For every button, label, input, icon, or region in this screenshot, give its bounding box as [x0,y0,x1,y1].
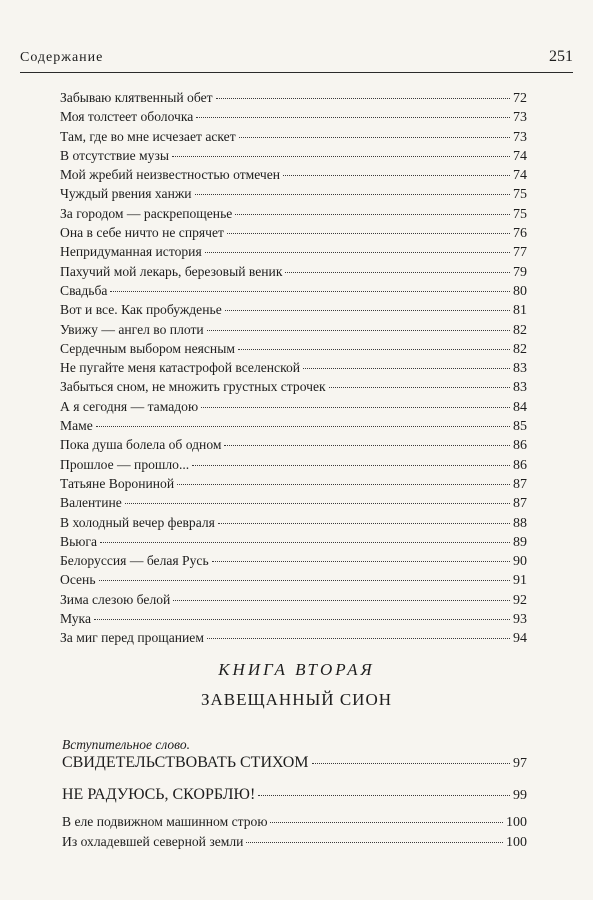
toc-entry-page: 77 [513,245,527,261]
toc-entry-title: Она в себе ничто не спрячет [60,225,224,241]
dot-leader [207,638,510,639]
toc-entry-page: 75 [513,187,527,203]
toc-entry [60,109,527,128]
table-of-contents [60,90,527,650]
toc-entry-title: Татьяне Ворониной [60,475,175,491]
toc-entry-title: Маме [60,418,93,434]
dot-leader [285,272,510,273]
toc-entry [60,90,527,109]
toc-entry [60,322,527,341]
toc-entry-page: 72 [513,91,527,106]
section-heading-entry [62,786,527,804]
dot-leader [205,252,510,253]
dot-leader [312,763,510,764]
toc-entry-title: Зима слезою белой [60,591,171,607]
toc-entry-title: Осень [60,572,96,588]
toc-entry [60,341,527,360]
toc-entry-page: 83 [513,380,527,396]
dot-leader [94,619,510,620]
toc-entry-page: 85 [513,419,527,435]
toc-entry [60,399,527,418]
toc-entry-title: Забыться сном, не множить грустных строчек [60,379,326,395]
toc-entry [60,572,527,591]
toc-entry-page: 75 [513,206,527,222]
section-heading-entry [62,754,527,772]
toc-entry [60,129,527,148]
toc-entry [62,834,527,854]
toc-entry-page: 89 [513,534,527,550]
toc-entry [60,476,527,495]
toc-entry-title: В холодный вечер февраля [60,514,215,530]
toc-entry-page: 90 [513,554,527,570]
dot-leader [235,214,510,215]
toc-entry-page: 80 [513,283,527,299]
book-subtitle: ЗАВЕЩАННЫЙ СИОН [200,690,393,709]
dot-leader [224,445,510,446]
dot-leader [212,561,510,562]
dot-leader [99,580,510,581]
toc-entry-page: 79 [513,264,527,280]
toc-entry [60,592,527,611]
toc-entry-title: Не пугайте меня катастрофой вселенской [60,360,301,376]
toc-entry-page: 74 [513,168,527,184]
toc-entry [60,264,527,283]
toc-entry [60,495,527,514]
toc-entry-page: 87 [513,476,527,492]
toc-entry-title: В отсутствие музы [60,147,169,163]
toc-entry [60,437,527,456]
toc-entry [60,553,527,572]
toc-entry [60,630,527,649]
toc-entry-title: Прошлое — прошло... [60,456,190,472]
toc-entry-page: 83 [513,361,527,377]
toc-entry-page: 88 [513,515,527,531]
toc-entry-title: Свадьба [60,282,108,298]
dot-leader [239,137,510,138]
toc-entry-page: 86 [513,457,527,473]
dot-leader [173,600,510,601]
dot-leader [96,426,510,427]
dot-leader [201,407,510,408]
toc-entry-page: 73 [513,129,527,145]
toc-entry-page: 84 [513,399,527,415]
toc-entry-page: 87 [513,496,527,512]
toc-entry-title: Моя толстеет оболочка [60,109,194,125]
toc-entry-page: 73 [513,110,527,126]
toc-entry [60,283,527,302]
dot-leader [246,842,503,843]
toc-entry-page: 94 [513,631,527,647]
toc-entry-title: Из охладевшей северной земли [62,834,244,849]
toc-entry [60,244,527,263]
toc-entry-page: 81 [513,303,527,319]
toc-entry-page: 91 [513,573,527,589]
toc-entry-title: Вот и все. Как пробужденье [60,302,222,318]
toc-entry-title: Мука [60,611,91,627]
dot-leader [196,117,510,118]
book-title: КНИГА ВТОРАЯ [218,660,375,679]
toc-entry-title: За миг перед прощанием [60,630,204,646]
dot-leader [225,310,510,311]
toc-entry-page: 86 [513,438,527,454]
toc-entry [60,379,527,398]
toc-entry [60,360,527,379]
toc-entry-page: 100 [506,835,527,850]
toc-entry-title: Сердечным выбором неясным [60,340,235,356]
toc-entry-page: 74 [513,148,527,164]
dot-leader [216,98,510,99]
toc-entry-page: 92 [513,592,527,608]
dot-leader [329,387,510,388]
section-page: 97 [513,756,527,771]
dot-leader [100,542,510,543]
dot-leader [125,503,510,504]
dot-leader [192,465,510,466]
section-title: НЕ РАДУЮСЬ, СКОРБЛЮ! [62,786,256,803]
dot-leader [177,484,510,485]
dot-leader [303,368,510,369]
toc-entry-page: 93 [513,612,527,628]
toc-entry [62,814,527,834]
toc-entry-title: Там, где во мне исчезает аскет [60,128,236,144]
sub-entries [62,814,527,854]
toc-entry-title: За городом — раскрепощенье [60,205,233,221]
toc-entry-title: Пахучий мой лекарь, березовый веник [60,263,283,279]
toc-entry-page: 100 [506,815,527,830]
toc-entry-title: Увижу — ангел во плоти [60,321,204,337]
toc-entry [60,418,527,437]
toc-entry-title: Непридуманная история [60,244,202,260]
section-title: СВИДЕТЕЛЬСТВОВАТЬ СТИХОМ [62,754,309,771]
toc-entry-page: 76 [513,226,527,242]
toc-entry-title: Мой жребий неизвестностью отмечен [60,167,281,183]
toc-entry [60,225,527,244]
toc-entry-title: В еле подвижном машинном строю [62,814,268,829]
running-head [20,44,573,73]
toc-entry-title: Белоруссия — белая Русь [60,553,209,569]
toc-entry [60,206,527,225]
toc-entry-title: Вьюга [60,533,98,549]
toc-entry-page: 82 [513,322,527,338]
toc-entry-title: Пока душа болела об одном [60,437,222,453]
dot-leader [270,822,503,823]
toc-entry [60,167,527,186]
toc-entry-title: Чуждый рвения ханжи [60,186,192,202]
toc-entry [60,534,527,553]
toc-entry [60,302,527,321]
page-number: 251 [549,48,573,65]
toc-entry [60,457,527,476]
dot-leader [218,523,510,524]
toc-entry [60,148,527,167]
dot-leader [195,194,510,195]
intro-label: Вступительное слово. [62,737,190,752]
dot-leader [283,175,510,176]
toc-entry [60,515,527,534]
toc-entry [60,186,527,205]
toc-entry-title: Забываю клятвенный обет [60,90,213,105]
dot-leader [110,291,510,292]
toc-entry-title: Валентине [60,495,122,511]
dot-leader [227,233,510,234]
toc-entry-page: 82 [513,341,527,357]
toc-entry [60,611,527,630]
section-page: 99 [513,788,527,803]
dot-leader [172,156,510,157]
running-head-title: Содержание [20,50,104,65]
toc-entry-title: А я сегодня — тамадою [60,398,199,414]
dot-leader [258,795,510,796]
dot-leader [207,330,510,331]
dot-leader [238,349,510,350]
